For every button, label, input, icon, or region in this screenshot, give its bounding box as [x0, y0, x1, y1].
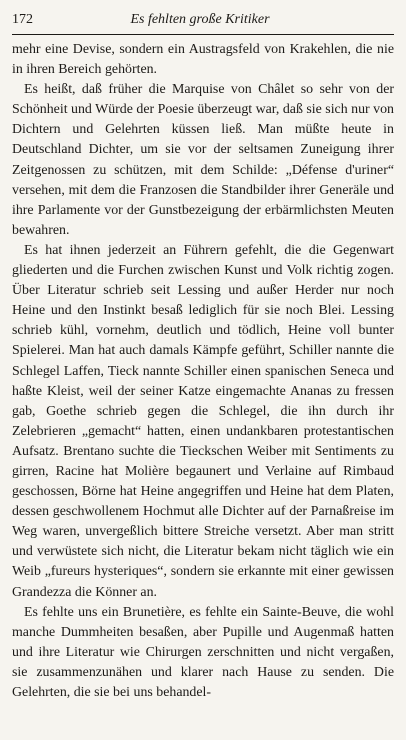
- running-title: Es fehlten große Kritiker: [130, 12, 270, 27]
- paragraph-4: Es fehlte uns ein Brunetière, es fehlte ein Sainte-Beuve, die wohl manche Dummheiten besaßen, aber Pupille und Augenmaß hatten und ihre Literatur wie Chirurgen zerschnitten und nicht vergaßen, sie zusammenzunähen und klarer nach Hause zu senden. Die Gelehrten, die sie bei uns behandel-: [12, 604, 394, 700]
- header-rule: [12, 34, 394, 35]
- body-text: [12, 40, 394, 703]
- paragraph-3: Es hat ihnen jederzeit an Führern gefehlt, die die Gegenwart gliederten und die Furchen zwischen Kunst und Volk richtig zogen. Über Literatur schrieb seit Lessing und außer Herder nur noch Heine und den Instinkt besaß lediglich für sie noch Blei. Lessing schrieb kühl, vornehm, deutlich und tödlich, Heine voll bunter Spielerei. Man hat auch damals Kämpfe geführt, Schiller nannte die Schlegel Laffen, Tieck nannte Schiller einen spanischen Seneca und haßte Kleist, weil der seiner Katze eingemachte Ananas zu fressen gab, Goethe schrieb gegen die Schlegel, die ihn durch ihr Zelebrieren „gemacht“ hatten, einen undankbaren protestantischen Aufsatz. Brentano suchte die Tieckschen Weiber mit Sentiments zu girren, Racine hat Molière begaunert und Verlaine auf Rimbaud geschossen, Börne hat Heine angegriffen und Heine hat dem Platen, dessen geschwollenem Hochmut alle Dichter auf der Parnaßreise im Weg waren, unvergeßlich bittere Streiche versetzt. Aber man stritt und verwüstete sich nicht, die Literatur bekam nicht täglich wie ein Weib „fureurs hysteriques“, sondern sie erkannte mit einer gewissen Grandezza die Könner an.: [12, 242, 394, 600]
- paragraph-1: mehr eine Devise, sondern ein Austragsfeld von Krakehlen, die nie in ihren Bereich gehörten.: [12, 42, 394, 78]
- running-head: [12, 10, 394, 32]
- paragraph-2: Es heißt, daß früher die Marquise von Châlet so sehr von der Schönheit und Würde der Poesie überzeugt war, daß sie sich nur von Dichtern und Gelehrten küssen ließ. Man müßte heute in Deutschland Dichter, um sie vor der seltsamen Zuneigung ihrer Zeitgenossen zu schützen, mit dem Schilde: „Défense d'uriner“ versehen, mit dem die Franzosen die Standbilder ihrer Generäle und ihre Parlamente vor der Gunstbezeigung der erbärmlichsten Meuten bewahren.: [12, 82, 394, 238]
- page-number: 172: [12, 12, 33, 27]
